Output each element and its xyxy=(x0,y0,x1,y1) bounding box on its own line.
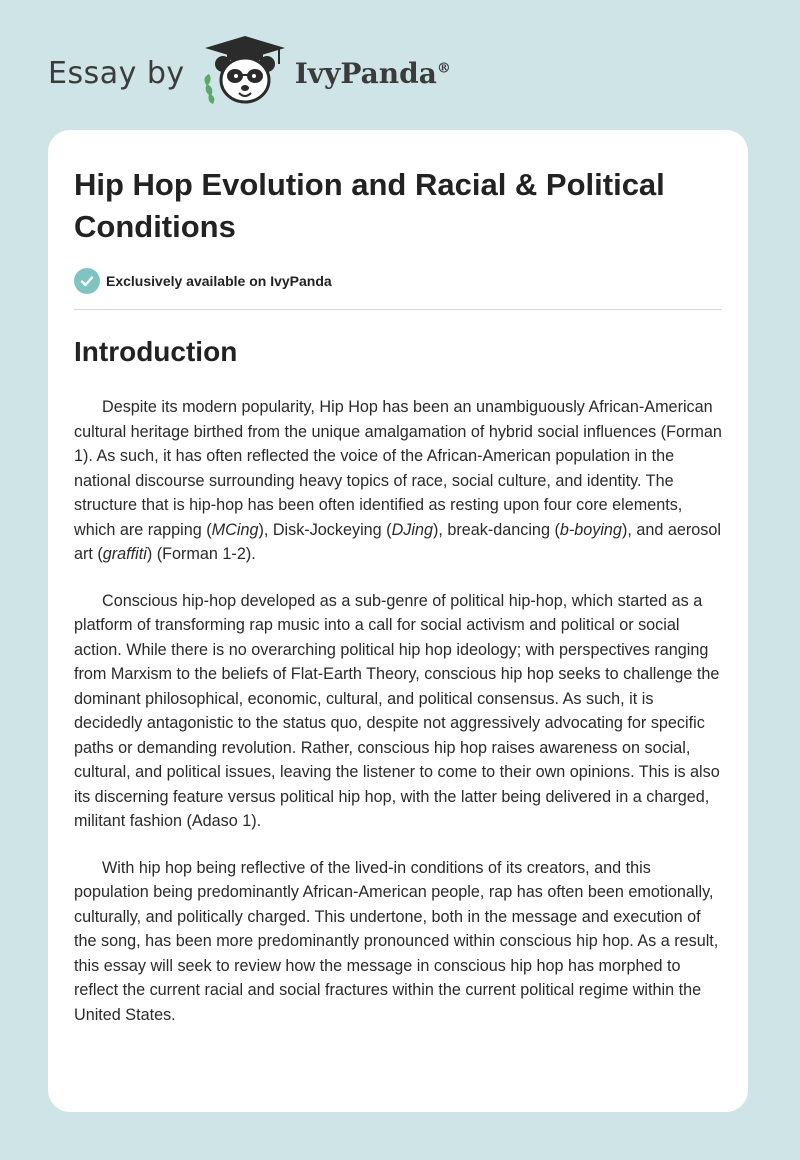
paragraph xyxy=(74,856,722,1028)
italic-term: DJing xyxy=(391,520,433,539)
essay-body xyxy=(74,395,722,1027)
check-circle-icon xyxy=(74,268,100,294)
essay-by-label: Essay by xyxy=(48,55,185,91)
paragraph xyxy=(74,589,722,834)
text-run: With hip hop being reflective of the lived-in conditions of its creators, and this population being predominantly African-American people, rap has often been emotionally, culturally, and politically charged. This undertone, both in the message and execution of the song, has been more predominantly pronounced within conscious hip hop. As a result, this essay will seek to review how the message in conscious hip hop has morphed to reflect the current racial and social fractures within the current political regime within the United States. xyxy=(74,858,719,1024)
brand-name: IvyPanda® xyxy=(294,56,451,90)
exclusive-label: Exclusively available on IvyPanda xyxy=(106,273,332,289)
italic-term: b-boying xyxy=(559,520,622,539)
text-run: ) (Forman 1-2). xyxy=(146,545,256,563)
text-run: ), and aerosol art ( xyxy=(74,520,721,563)
essay-card xyxy=(48,130,748,1112)
exclusive-badge xyxy=(74,268,722,294)
text-run: ), Disk-Jockeying ( xyxy=(258,520,392,539)
italic-term: graffiti xyxy=(102,545,147,563)
paragraph xyxy=(74,395,722,567)
text-run: ), break-dancing ( xyxy=(432,520,560,539)
site-header xyxy=(48,38,451,108)
panda-graduate-icon xyxy=(199,34,291,106)
text-run: Despite its modern popularity, Hip Hop has been an unambiguously African-American cultural heritage birthed from the unique amalgamation of hybrid social influences (Forman 1). As such, it has often reflected the voice of the African-American population in the national discourse surrounding heavy topics of race, social culture, and identity. The structure that is hip-hop has been often identified as resting upon four core elements, which are rapping ( xyxy=(74,398,722,539)
divider xyxy=(74,309,722,310)
page-title: Hip Hop Evolution and Racial & Political Conditions xyxy=(74,167,665,244)
italic-term: MCing xyxy=(211,520,259,539)
section-title: Introduction xyxy=(74,336,238,367)
text-run: Conscious hip-hop developed as a sub-genre of political hip-hop, which started as a platform of transforming rap music into a call for social activism and political or social action. While there is no overarching political hip hop ideology; with perspectives ranging from Marxism to the beliefs of Flat-Earth Theory, conscious hip hop seeks to challenge the dominant philosophical, economic, cultural, and political consensus. As such, it is decidedly antagonistic to the status quo, despite not aggressively advocating for specific paths or demanding revolution. Rather, conscious hip hop raises awareness on social, cultural, and political issues, leaving the listener to come to their own opinions. This is also its discerning feature versus political hip hop, with the latter being delivered in a charged, militant fashion (Adaso 1). xyxy=(74,591,720,830)
